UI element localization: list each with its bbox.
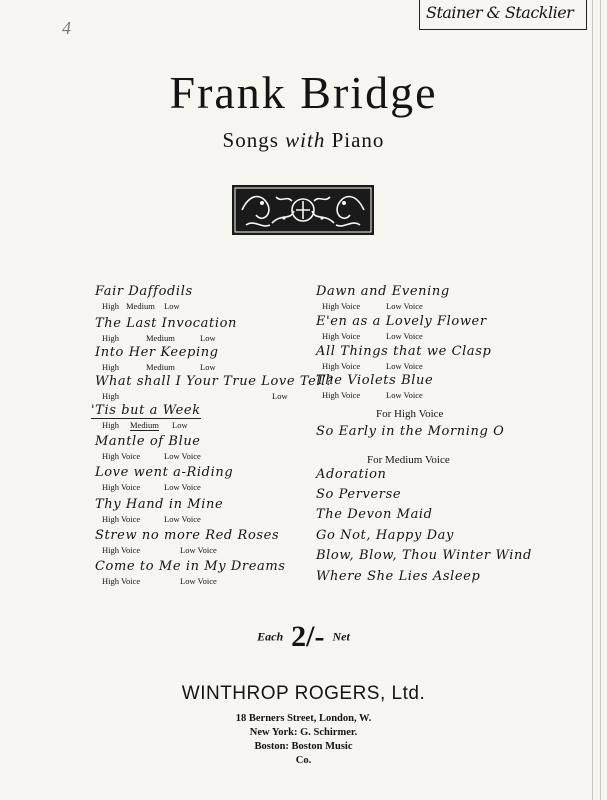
song-title: E'en as a Lovely Flower <box>316 314 487 329</box>
publisher-address-line: New York: G. Schirmer. <box>249 727 358 738</box>
voice-option: High Voice <box>322 301 361 311</box>
song-title: What shall I Your True Love Tell? <box>95 374 334 389</box>
song-title: So Perverse <box>316 487 402 502</box>
song-title: The Devon Maid <box>316 507 433 522</box>
publisher-address-line: Boston: Boston Music <box>254 741 353 752</box>
song-title: Adoration <box>316 467 387 482</box>
price-value: 2/- <box>291 620 325 653</box>
publisher-name: WINTHROP ROGERS, Ltd. <box>181 683 426 704</box>
song-title <box>91 403 201 418</box>
voice-option: High Voice <box>102 576 141 586</box>
song-title: Dawn and Evening <box>316 284 450 299</box>
publisher-address-line: Co. <box>295 755 312 766</box>
voice-option: High <box>102 391 119 401</box>
song-title: Come to Me in My Dreams <box>95 559 286 574</box>
voice-option: Low Voice <box>386 301 423 311</box>
ornament-icon <box>232 185 374 235</box>
song-title: The Violets Blue <box>316 373 434 388</box>
subtitle <box>0 128 607 153</box>
owner-stamp-text: Stainer & Stacklier <box>426 3 574 22</box>
voice-option: Medium <box>130 420 159 430</box>
subtitle-suffix: Piano <box>331 128 385 152</box>
page-edge-line <box>592 0 593 800</box>
voice-option: High <box>102 333 119 343</box>
voice-option: High Voice <box>322 331 361 341</box>
song-title: Thy Hand in Mine <box>95 497 224 512</box>
song-title: Mantle of Blue <box>95 434 201 449</box>
subtitle-prefix: Songs <box>222 128 279 152</box>
pencil-mark: 4 <box>62 18 71 38</box>
voice-option: High Voice <box>102 545 141 555</box>
voice-option: Low Voice <box>164 451 201 461</box>
voice-option: High Voice <box>322 390 361 400</box>
section-heading-high: For High Voice <box>376 408 444 420</box>
voice-option: High <box>102 420 119 430</box>
song-title: Go Not, Happy Day <box>316 528 454 543</box>
voice-option: High Voice <box>322 361 361 371</box>
voice-option: Low <box>172 420 188 430</box>
voice-option: Low Voice <box>180 576 217 586</box>
voice-option: Low <box>272 391 288 401</box>
voice-option: Low Voice <box>386 390 423 400</box>
song-title: Into Her Keeping <box>95 345 219 360</box>
voice-option: Low <box>164 301 180 311</box>
voice-option: Low <box>200 362 216 372</box>
song-title: All Things that we Clasp <box>316 344 492 359</box>
voice-option: High <box>102 301 119 311</box>
price-each-label: Each <box>257 629 284 644</box>
composer-title: Frank Bridge <box>169 67 438 118</box>
voice-option: Low Voice <box>386 331 423 341</box>
song-title: So Early in the Morning O <box>316 424 505 439</box>
voice-option: Low Voice <box>164 514 201 524</box>
voice-option: Medium <box>146 362 175 372</box>
song-title: Love went a-Riding <box>95 465 234 480</box>
song-title: The Last Invocation <box>95 316 237 331</box>
voice-option: Low Voice <box>164 482 201 492</box>
publisher-address-line: 18 Berners Street, London, W. <box>235 713 372 724</box>
price-net-label: Net <box>332 629 350 644</box>
voice-option: Medium <box>126 301 155 311</box>
song-title: Where She Lies Asleep <box>316 569 481 584</box>
song-title: Strew no more Red Roses <box>95 528 280 543</box>
voice-option: High Voice <box>102 482 141 492</box>
voice-option: Low <box>200 333 216 343</box>
page-edge-line <box>600 0 601 800</box>
section-heading-medium: For Medium Voice <box>367 454 450 466</box>
voice-option: Medium <box>146 333 175 343</box>
song-title-text: 'Tis but a Week <box>91 403 201 418</box>
subtitle-em: with <box>285 128 326 152</box>
voice-option: High Voice <box>102 514 141 524</box>
voice-option: High <box>102 362 119 372</box>
song-title: Blow, Blow, Thou Winter Wind <box>316 548 532 563</box>
voice-option: Low Voice <box>386 361 423 371</box>
owner-stamp <box>419 0 587 30</box>
voice-option: Low Voice <box>180 545 217 555</box>
price-line <box>0 620 607 654</box>
voice-option: High Voice <box>102 451 141 461</box>
song-title: Fair Daffodils <box>95 284 193 299</box>
